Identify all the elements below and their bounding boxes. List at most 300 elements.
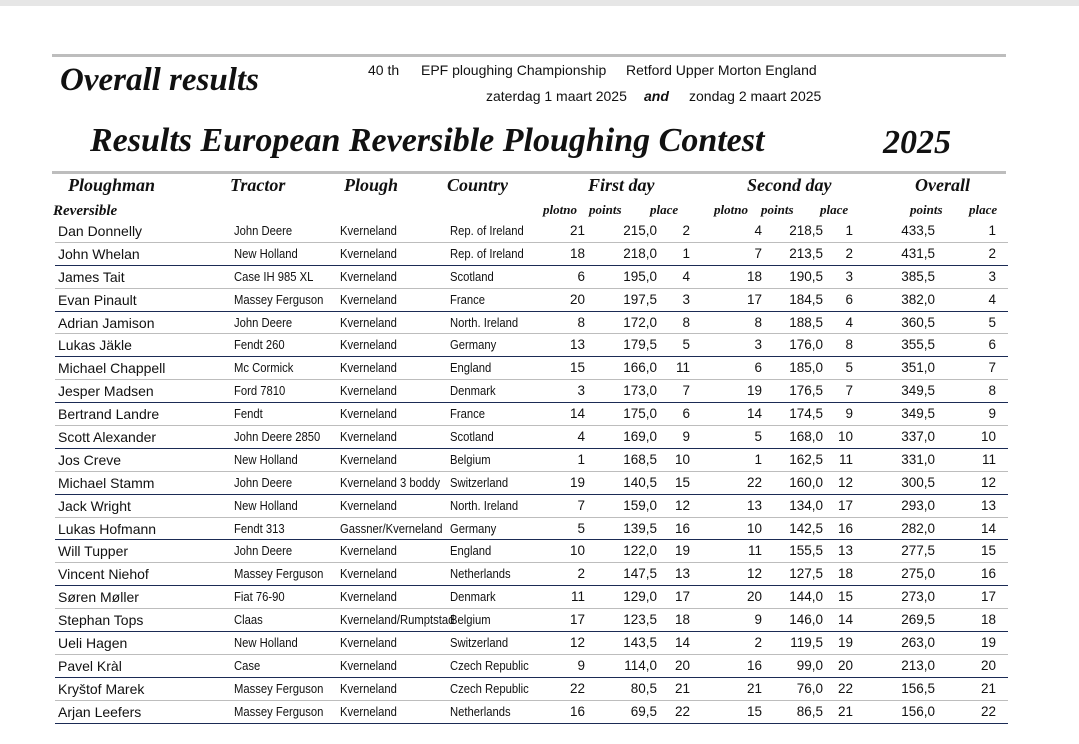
first-day-plotno: 18 xyxy=(569,245,585,261)
overall-results-title: Overall results xyxy=(60,62,259,98)
overall-points: 382,0 xyxy=(901,291,935,307)
first-day-points: 218,0 xyxy=(623,245,657,261)
header-rule-top xyxy=(52,54,1006,57)
first-day-points: 122,0 xyxy=(623,543,657,559)
col-ploughman: Ploughman xyxy=(68,175,156,195)
first-day-plotno: 10 xyxy=(569,543,585,559)
first-day-place: 9 xyxy=(682,429,690,445)
second-day-plotno: 20 xyxy=(746,589,762,605)
plough-name: Kverneland xyxy=(340,315,397,330)
first-day-plotno: 15 xyxy=(569,360,585,376)
table-row xyxy=(55,609,1008,632)
top-border xyxy=(0,0,1079,6)
first-day-place: 22 xyxy=(674,703,690,719)
table-row xyxy=(55,586,1008,609)
col-overall: Overall xyxy=(915,175,970,195)
second-day-points: 190,5 xyxy=(789,268,823,284)
table-row xyxy=(55,266,1008,289)
plough-name: Kverneland xyxy=(340,430,397,445)
first-day-points: 195,0 xyxy=(623,268,657,284)
sub-plotno-2: plotno xyxy=(714,202,748,217)
second-day-plotno: 17 xyxy=(746,291,762,307)
second-day-place: 12 xyxy=(837,474,853,490)
plough-name: Kverneland xyxy=(340,269,397,284)
tractor-name: New Holland xyxy=(234,498,298,513)
country-name: Czech Republic xyxy=(450,681,529,696)
first-day-place: 21 xyxy=(674,680,690,696)
first-day-place: 13 xyxy=(674,566,690,582)
second-day-points: 119,5 xyxy=(790,635,823,651)
overall-place: 5 xyxy=(988,314,996,330)
ploughman-name: Scott Alexander xyxy=(58,429,157,446)
overall-points: 156,0 xyxy=(901,703,935,719)
second-day-plotno: 8 xyxy=(754,314,762,330)
second-day-points: 146,0 xyxy=(789,612,823,628)
first-day-points: 123,5 xyxy=(623,612,657,628)
date-sunday: zondag 2 maart 2025 xyxy=(689,88,822,104)
first-day-place: 6 xyxy=(682,406,690,422)
table-row xyxy=(55,403,1008,426)
table-row xyxy=(55,312,1008,335)
plough-name: Kverneland xyxy=(340,636,397,651)
first-day-place: 17 xyxy=(674,589,690,605)
first-day-place: 3 xyxy=(682,291,690,307)
plough-name: Kverneland xyxy=(340,681,397,696)
second-day-points: 218,5 xyxy=(789,223,823,238)
first-day-place: 19 xyxy=(674,543,690,559)
country-name: Scotland xyxy=(450,269,494,284)
ploughman-name: Arjan Leefers xyxy=(58,703,142,720)
first-day-place: 12 xyxy=(674,497,690,513)
table-row xyxy=(55,495,1008,518)
first-day-plotno: 19 xyxy=(569,474,585,490)
second-day-points: 127,5 xyxy=(789,566,823,582)
overall-place: 2 xyxy=(988,245,996,261)
first-day-place: 20 xyxy=(674,657,690,673)
second-day-place: 9 xyxy=(845,406,853,422)
plough-name: Kverneland xyxy=(340,704,397,719)
second-day-plotno: 5 xyxy=(754,429,762,445)
country-name: France xyxy=(450,292,486,307)
second-day-plotno: 16 xyxy=(746,657,762,673)
overall-place: 21 xyxy=(980,680,996,696)
country-name: France xyxy=(450,407,486,422)
overall-points: 337,0 xyxy=(901,429,935,445)
first-day-plotno: 6 xyxy=(577,268,585,284)
overall-place: 10 xyxy=(980,429,996,445)
col-country: Country xyxy=(447,175,509,195)
second-day-points: 176,0 xyxy=(789,337,823,353)
first-day-points: 215,0 xyxy=(623,223,657,238)
sub-place-2: place xyxy=(820,202,849,217)
overall-points: 282,0 xyxy=(901,520,935,536)
overall-points: 349,5 xyxy=(901,383,935,399)
overall-place: 19 xyxy=(980,635,996,651)
first-day-plotno: 12 xyxy=(569,635,585,651)
ploughman-name: Kryštof Marek xyxy=(58,680,145,697)
second-day-plotno: 10 xyxy=(746,520,762,536)
first-day-points: 140,5 xyxy=(623,474,657,490)
country-name: Scotland xyxy=(450,430,494,445)
table-row xyxy=(55,289,1008,312)
overall-points: 293,0 xyxy=(901,497,935,513)
first-day-place: 5 xyxy=(682,337,690,353)
ploughman-name: Michael Stamm xyxy=(58,474,155,491)
second-day-place: 16 xyxy=(837,520,853,536)
country-name: England xyxy=(450,361,492,376)
plough-name: Kverneland xyxy=(340,544,397,559)
country-name: North. Ireland xyxy=(450,498,519,513)
ploughman-name: Evan Pinault xyxy=(58,291,137,308)
contest-year: 2025 xyxy=(883,124,951,161)
ploughman-name: Jesper Madsen xyxy=(58,383,154,400)
overall-points: 331,0 xyxy=(901,451,935,467)
second-day-place: 15 xyxy=(837,589,853,605)
ploughman-name: Bertrand Landre xyxy=(58,406,160,423)
tractor-name: John Deere xyxy=(234,544,293,559)
overall-points: 385,5 xyxy=(901,268,935,284)
second-day-place: 5 xyxy=(845,360,853,376)
country-name: Rep. of Ireland xyxy=(450,224,524,238)
tractor-name: Mc Cormick xyxy=(234,361,294,376)
championship-text: EPF ploughing Championship xyxy=(421,62,607,78)
first-day-plotno: 8 xyxy=(577,314,585,330)
tractor-name: John Deere xyxy=(234,315,293,330)
second-day-plotno: 18 xyxy=(746,268,762,284)
first-day-place: 15 xyxy=(674,474,690,490)
venue-text: Retford Upper Morton England xyxy=(626,62,817,78)
overall-points: 273,0 xyxy=(901,589,935,605)
overall-place: 9 xyxy=(988,406,996,422)
first-day-plotno: 21 xyxy=(569,223,585,238)
second-day-points: 76,0 xyxy=(796,680,823,696)
second-day-place: 8 xyxy=(845,337,853,353)
first-day-place: 14 xyxy=(674,635,690,651)
second-day-points: 188,5 xyxy=(789,314,823,330)
country-name: Netherlands xyxy=(450,567,511,582)
second-day-plotno: 7 xyxy=(754,245,762,261)
plough-name: Kverneland xyxy=(340,384,397,399)
first-day-plotno: 22 xyxy=(569,680,585,696)
table-row xyxy=(55,655,1008,678)
second-day-place: 2 xyxy=(845,245,853,261)
second-day-plotno: 4 xyxy=(754,223,762,238)
first-day-plotno: 16 xyxy=(569,703,585,719)
second-day-points: 160,0 xyxy=(789,474,823,490)
plough-name: Kverneland xyxy=(340,246,397,261)
first-day-points: 114,0 xyxy=(624,657,657,673)
edition-text: 40 th xyxy=(368,62,400,78)
second-day-points: 144,0 xyxy=(789,589,823,605)
table-row xyxy=(55,563,1008,586)
first-day-plotno: 17 xyxy=(569,612,585,628)
plough-name: Gassner/Kverneland xyxy=(340,521,443,536)
first-day-plotno: 1 xyxy=(577,451,585,467)
overall-place: 6 xyxy=(988,337,996,353)
overall-points: 351,0 xyxy=(901,360,935,376)
table-row xyxy=(55,632,1008,655)
first-day-place: 2 xyxy=(682,223,690,238)
overall-place: 3 xyxy=(988,268,996,284)
ploughman-name: Dan Donnelly xyxy=(58,223,143,239)
second-day-place: 14 xyxy=(837,612,853,628)
ploughman-name: Michael Chappell xyxy=(58,360,166,377)
plough-name: Kverneland xyxy=(340,452,397,467)
second-day-place: 20 xyxy=(837,657,853,673)
first-day-place: 7 xyxy=(682,383,690,399)
country-name: North. Ireland xyxy=(450,315,519,330)
tractor-name: John Deere xyxy=(234,224,293,238)
overall-place: 7 xyxy=(988,360,996,376)
first-day-points: 147,5 xyxy=(623,566,657,582)
table-row xyxy=(55,426,1008,449)
first-day-place: 18 xyxy=(674,612,690,628)
tractor-name: Fendt 260 xyxy=(234,338,285,353)
first-day-plotno: 4 xyxy=(577,429,585,445)
table-row xyxy=(55,678,1008,701)
first-day-plotno: 5 xyxy=(577,520,585,536)
second-day-points: 213,5 xyxy=(789,245,823,261)
second-day-place: 10 xyxy=(837,429,853,445)
first-day-points: 168,5 xyxy=(623,451,657,467)
tractor-name: Claas xyxy=(234,613,263,628)
col-second-day: Second day xyxy=(747,175,832,195)
plough-name: Kverneland xyxy=(340,567,397,582)
country-name: Belgium xyxy=(450,452,491,467)
overall-place: 20 xyxy=(980,657,996,673)
first-day-place: 10 xyxy=(674,451,690,467)
ploughman-name: Jos Creve xyxy=(58,451,122,468)
second-day-place: 13 xyxy=(837,543,853,559)
table-row xyxy=(55,518,1008,541)
overall-place: 12 xyxy=(980,474,996,490)
second-day-place: 6 xyxy=(845,291,853,307)
col-tractor: Tractor xyxy=(230,175,286,195)
second-day-plotno: 13 xyxy=(746,497,762,513)
second-day-plotno: 15 xyxy=(746,703,762,719)
sub-points-overall: points xyxy=(910,202,943,217)
first-day-place: 1 xyxy=(682,245,690,261)
plough-name: Kverneland xyxy=(340,292,397,307)
date-saturday: zaterdag 1 maart 2025 xyxy=(486,88,627,104)
country-name: England xyxy=(450,544,492,559)
plough-name: Kverneland xyxy=(340,658,397,673)
plough-name: Kverneland xyxy=(340,498,397,513)
second-day-points: 86,5 xyxy=(796,703,823,719)
overall-points: 213,0 xyxy=(901,657,935,673)
second-day-place: 18 xyxy=(837,566,853,582)
second-day-place: 7 xyxy=(845,383,853,399)
second-day-plotno: 12 xyxy=(746,566,762,582)
ploughman-name: James Tait xyxy=(58,268,125,285)
ploughman-name: Stephan Tops xyxy=(58,612,144,629)
table-row xyxy=(55,243,1008,266)
overall-place: 16 xyxy=(980,566,996,582)
contest-title: Results European Reversible Ploughing Contest xyxy=(90,122,765,159)
second-day-place: 11 xyxy=(838,451,853,467)
overall-place: 18 xyxy=(980,612,996,628)
first-day-points: 172,0 xyxy=(623,314,657,330)
tractor-name: Fendt 313 xyxy=(234,521,285,536)
country-name: Switzerland xyxy=(450,636,509,651)
second-day-place: 22 xyxy=(837,680,853,696)
header-rule-bottom xyxy=(52,171,1006,174)
first-day-points: 159,0 xyxy=(623,497,657,513)
country-name: Czech Republic xyxy=(450,658,529,673)
tractor-name: New Holland xyxy=(234,452,298,467)
overall-place: 1 xyxy=(988,223,996,238)
category-label: Reversible xyxy=(53,203,118,219)
tractor-name: Fiat 76-90 xyxy=(234,590,285,605)
overall-place: 13 xyxy=(980,497,996,513)
sub-plotno-1: plotno xyxy=(543,202,577,217)
plough-name: Kverneland xyxy=(340,361,397,376)
second-day-points: 184,5 xyxy=(789,291,823,307)
overall-place: 8 xyxy=(988,383,996,399)
overall-points: 277,5 xyxy=(901,543,935,559)
country-name: Germany xyxy=(450,338,497,353)
first-day-plotno: 11 xyxy=(570,589,585,605)
table-row xyxy=(55,472,1008,495)
tractor-name: John Deere 2850 xyxy=(234,430,321,445)
first-day-place: 11 xyxy=(675,360,690,376)
first-day-plotno: 7 xyxy=(577,497,585,513)
country-name: Denmark xyxy=(450,384,496,399)
second-day-plotno: 2 xyxy=(754,635,762,651)
ploughman-name: Ueli Hagen xyxy=(58,635,128,652)
first-day-plotno: 13 xyxy=(569,337,585,353)
sub-place-overall: place xyxy=(969,202,998,217)
ploughman-name: John Whelan xyxy=(58,245,140,262)
table-row xyxy=(55,380,1008,403)
tractor-name: Ford 7810 xyxy=(234,384,286,399)
ploughman-name: Vincent Niehof xyxy=(58,566,149,583)
tractor-name: John Deere xyxy=(234,475,293,490)
overall-points: 269,5 xyxy=(901,612,935,628)
tractor-name: Case IH 985 XL xyxy=(234,269,314,284)
second-day-points: 134,0 xyxy=(789,497,823,513)
tractor-name: Massey Ferguson xyxy=(234,292,324,307)
first-day-plotno: 3 xyxy=(577,383,585,399)
tractor-name: New Holland xyxy=(234,246,298,261)
tractor-name: Fendt xyxy=(234,407,263,422)
second-day-place: 21 xyxy=(837,703,853,719)
second-day-place: 1 xyxy=(845,223,853,238)
second-day-plotno: 19 xyxy=(746,383,762,399)
country-name: Rep. of Ireland xyxy=(450,246,524,261)
table-row xyxy=(55,334,1008,357)
country-name: Switzerland xyxy=(450,475,509,490)
second-day-plotno: 6 xyxy=(754,360,762,376)
ploughman-name: Lukas Hofmann xyxy=(58,520,157,537)
plough-name: Kverneland xyxy=(340,338,397,353)
second-day-points: 155,5 xyxy=(789,543,823,559)
plough-name: Kverneland xyxy=(340,407,397,422)
results-table xyxy=(55,220,1008,724)
second-day-points: 176,5 xyxy=(789,383,823,399)
second-day-place: 17 xyxy=(837,497,853,513)
overall-points: 355,5 xyxy=(901,337,935,353)
second-day-points: 142,5 xyxy=(789,520,823,536)
first-day-points: 80,5 xyxy=(630,680,657,696)
tractor-name: Case xyxy=(234,658,261,673)
second-day-points: 162,5 xyxy=(789,451,823,467)
overall-points: 349,5 xyxy=(901,406,935,422)
sub-points-2: points xyxy=(761,202,794,217)
overall-points: 433,5 xyxy=(901,223,935,238)
first-day-points: 197,5 xyxy=(623,291,657,307)
overall-place: 4 xyxy=(988,291,996,307)
table-row xyxy=(55,540,1008,563)
second-day-plotno: 1 xyxy=(754,451,762,467)
col-plough: Plough xyxy=(344,175,399,195)
first-day-plotno: 20 xyxy=(569,291,585,307)
first-day-points: 139,5 xyxy=(623,520,657,536)
table-row xyxy=(55,449,1008,472)
first-day-points: 166,0 xyxy=(623,360,657,376)
first-day-points: 169,0 xyxy=(623,429,657,445)
first-day-place: 8 xyxy=(682,314,690,330)
ploughman-name: Will Tupper xyxy=(58,543,129,560)
overall-points: 156,5 xyxy=(901,680,935,696)
ploughman-name: Jack Wright xyxy=(58,497,131,514)
first-day-points: 69,5 xyxy=(630,703,657,719)
overall-points: 275,0 xyxy=(901,566,935,582)
second-day-points: 99,0 xyxy=(796,657,823,673)
first-day-plotno: 14 xyxy=(569,406,585,422)
first-day-plotno: 9 xyxy=(577,657,585,673)
first-day-points: 179,5 xyxy=(623,337,657,353)
first-day-points: 129,0 xyxy=(623,589,657,605)
first-day-points: 173,0 xyxy=(623,383,657,399)
ploughman-name: Lukas Jäkle xyxy=(58,337,132,354)
ploughman-name: Pavel Kràl xyxy=(58,657,122,674)
overall-place: 11 xyxy=(981,451,996,467)
first-day-place: 16 xyxy=(674,520,690,536)
col-first-day: First day xyxy=(588,175,655,195)
tractor-name: Massey Ferguson xyxy=(234,704,324,719)
second-day-plotno: 21 xyxy=(746,680,762,696)
plough-name: Kverneland 3 boddy xyxy=(340,475,441,490)
overall-place: 14 xyxy=(980,520,996,536)
country-name: Belgium xyxy=(450,613,491,628)
ploughman-name: Adrian Jamison xyxy=(58,314,155,331)
tractor-name: Massey Ferguson xyxy=(234,681,324,696)
second-day-points: 185,0 xyxy=(789,360,823,376)
overall-place: 15 xyxy=(980,543,996,559)
second-day-place: 4 xyxy=(845,314,853,330)
second-day-plotno: 22 xyxy=(746,474,762,490)
second-day-plotno: 11 xyxy=(747,543,762,559)
second-day-plotno: 14 xyxy=(746,406,762,422)
plough-name: Kverneland xyxy=(340,224,397,238)
first-day-points: 175,0 xyxy=(623,406,657,422)
first-day-place: 4 xyxy=(682,268,690,284)
second-day-place: 3 xyxy=(845,268,853,284)
first-day-plotno: 2 xyxy=(577,566,585,582)
plough-name: Kverneland/Rumptstad xyxy=(340,613,455,628)
overall-points: 300,5 xyxy=(901,474,935,490)
ploughman-name: Søren Møller xyxy=(58,589,139,606)
overall-points: 431,5 xyxy=(901,245,935,261)
plough-name: Kverneland xyxy=(340,590,397,605)
first-day-points: 143,5 xyxy=(623,635,657,651)
tractor-name: New Holland xyxy=(234,636,298,651)
country-name: Germany xyxy=(450,521,497,536)
overall-points: 263,0 xyxy=(901,635,935,651)
second-day-plotno: 3 xyxy=(754,337,762,353)
second-day-plotno: 9 xyxy=(754,612,762,628)
